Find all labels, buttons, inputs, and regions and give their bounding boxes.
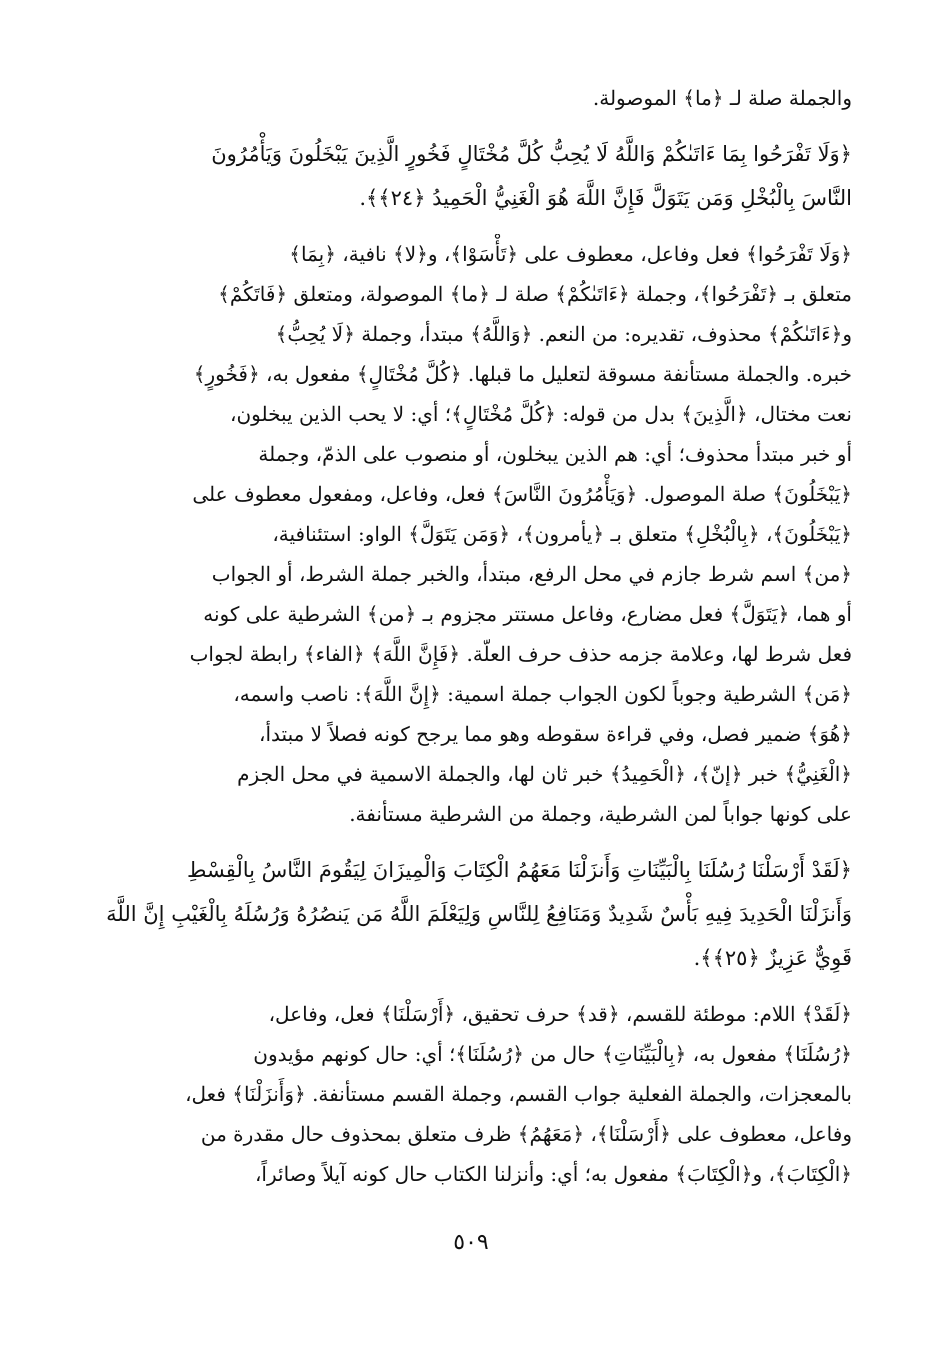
text-line: بالمعجزات، والجملة الفعلية جواب القسم، وجملة القسم مستأنفة. ﴿وَأَنزَلْنَا﴾ فعل، <box>185 1082 852 1106</box>
text-line: ﴿الْغَنِيُّ﴾ خبر ﴿إنّ﴾، ﴿الْحَمِيدُ﴾ خبر ثان لها، والجملة الاسمية في محل الجزم <box>237 762 852 786</box>
explanation-paragraph <box>92 234 852 834</box>
verse-line: ﴿لَقَدْ أَرْسَلْنَا رُسُلَنَا بِالْبَيِّنَاتِ وَأَنزَلْنَا مَعَهُمُ الْكِتَابَ وَالْمِيزَانَ لِيَقُومَ النَّاسُ بِالْقِسْطِ <box>187 858 852 882</box>
text-line: وفاعل، معطوف على ﴿أَرْسَلْنَا﴾، ﴿مَعَهُمُ﴾ ظرف متعلق بمحذوف حال مقدرة من <box>200 1122 852 1146</box>
text-line: و﴿ءَاتَىٰكُمْ﴾ محذوف، تقديره: من النعم. ﴿وَاللَّهُ﴾ مبتدأ، وجملة ﴿لَا يُحِبُّ﴾ <box>275 322 852 346</box>
quran-verse-25 <box>92 848 852 980</box>
page-body <box>92 78 852 1194</box>
spacer <box>92 834 852 848</box>
verse-line: النَّاسَ بِالْبُخْلِ وَمَن يَتَوَلَّ فَإِنَّ اللَّهَ هُوَ الْغَنِيُّ الْحَمِيدُ ﴿٢٤﴾﴾. <box>359 186 852 210</box>
text-line: ﴿مَن﴾ الشرطية وجوباً لكون الجواب جملة اسمية: ﴿إِنَّ اللَّهَ﴾: ناصب واسمه، <box>233 682 852 706</box>
text-line: أو هما، ﴿يَتَوَلَّ﴾ فعل مضارع، وفاعل مستتر مجزوم بـ ﴿من﴾ الشرطية على كونه <box>203 602 852 626</box>
text-line: ﴿رُسُلَنَا﴾ مفعول به، ﴿بِالْبَيِّنَاتِ﴾ حال من ﴿رُسُلَنَا﴾؛ أي: حال كونهم مؤيدون <box>253 1042 852 1066</box>
text-line: ﴿وَلَا تَفْرَحُوا﴾ فعل وفاعل، معطوف على ﴿تَأْسَوْا﴾، و﴿لا﴾ نافية، ﴿بِمَا﴾ <box>289 242 852 266</box>
spacer <box>92 220 852 234</box>
verse-line: ﴿وَلَا تَفْرَحُوا بِمَا ءَاتَىٰكُمْ وَاللَّهُ لَا يُحِبُّ كُلَّ مُخْتَالٍ فَخُورٍ الَّذِينَ يَبْخَلُونَ وَيَأْمُرُونَ <box>211 142 852 166</box>
text-line: ﴿من﴾ اسم شرط جازم في محل الرفع، مبتدأ، والخبر جملة الشرط، أو الجواب <box>211 562 852 586</box>
text-line: ﴿هُوَ﴾ ضمير فصل، وفي قراءة سقوطه وهو مما يرجح كونه فصلاً لا مبتدأ، <box>259 722 852 746</box>
text-line: نعت مختال، ﴿الَّذِينَ﴾ بدل من قوله: ﴿كُلَّ مُخْتَالٍ﴾؛ أي: لا يحب الذين يبخلون، <box>229 402 852 426</box>
spacer <box>92 980 852 994</box>
explanation-paragraph <box>92 994 852 1194</box>
quran-verse-24 <box>92 132 852 220</box>
text-line: ﴿يَبْخَلُونَ﴾ صلة الموصول. ﴿وَيَأْمُرُونَ النَّاسَ﴾ فعل، وفاعل، ومفعول معطوف على <box>192 482 852 506</box>
intro-paragraph <box>92 78 852 118</box>
text-line: والجملة صلة لـ ﴿ما﴾ الموصولة. <box>592 86 852 110</box>
verse-line: وَأَنزَلْنَا الْحَدِيدَ فِيهِ بَأْسٌ شَدِيدٌ وَمَنَافِعُ لِلنَّاسِ وَلِيَعْلَمَ اللَّهُ مَن يَنصُرُهُ وَرُسُلَهُ بِالْغَيْبِ إِنَّ اللَّهَ <box>106 902 852 926</box>
text-line: ﴿الْكِتَابَ﴾، و﴿الْكِتَابَ﴾ مفعول به؛ أي: وأنزلنا الكتاب حال كونه آيلاً وصائراً، <box>254 1162 852 1186</box>
spacer <box>92 118 852 132</box>
text-line: فعل شرط لها، وعلامة جزمه حذف حرف العلّة. ﴿فَإِنَّ اللَّهَ﴾ ﴿الفاء﴾ رابطة لجواب <box>189 642 852 666</box>
verse-line: قَوِيٌّ عَزِيزٌ ﴿٢٥﴾﴾. <box>693 946 852 970</box>
text-line: ﴿لَقَدْ﴾ اللام: موطئة للقسم، ﴿قد﴾ حرف تحقيق، ﴿أَرْسَلْنَا﴾ فعل، وفاعل، <box>268 1002 852 1026</box>
text-line: متعلق بـ ﴿تَفْرَحُوا﴾، وجملة ﴿ءَاتَىٰكُمْ﴾ صلة لـ ﴿ما﴾ الموصولة، ومتعلق ﴿فَاتَكُمْ﴾ <box>218 282 852 306</box>
text-line: أو خبر مبتدأ محذوف؛ أي: هم الذين يبخلون، أو منصوب على الذمّ، وجملة <box>258 442 852 466</box>
text-line: خبره. والجملة مستأنفة مسوقة لتعليل ما قبلها. ﴿كُلَّ مُخْتَالٍ﴾ مفعول به، ﴿فَخُورٍ﴾ <box>193 362 852 386</box>
text-line: ﴿يَبْخَلُونَ﴾، ﴿بِالْبُخْلِ﴾ متعلق بـ ﴿يأمرون﴾، ﴿وَمَن يَتَوَلَّ﴾ الواو: استئنافية، <box>272 522 852 546</box>
page-number: ٥٠٩ <box>453 1230 489 1255</box>
text-line: على كونها جواباً لمن الشرطية، وجملة من الشرطية مستأنفة. <box>349 802 852 826</box>
